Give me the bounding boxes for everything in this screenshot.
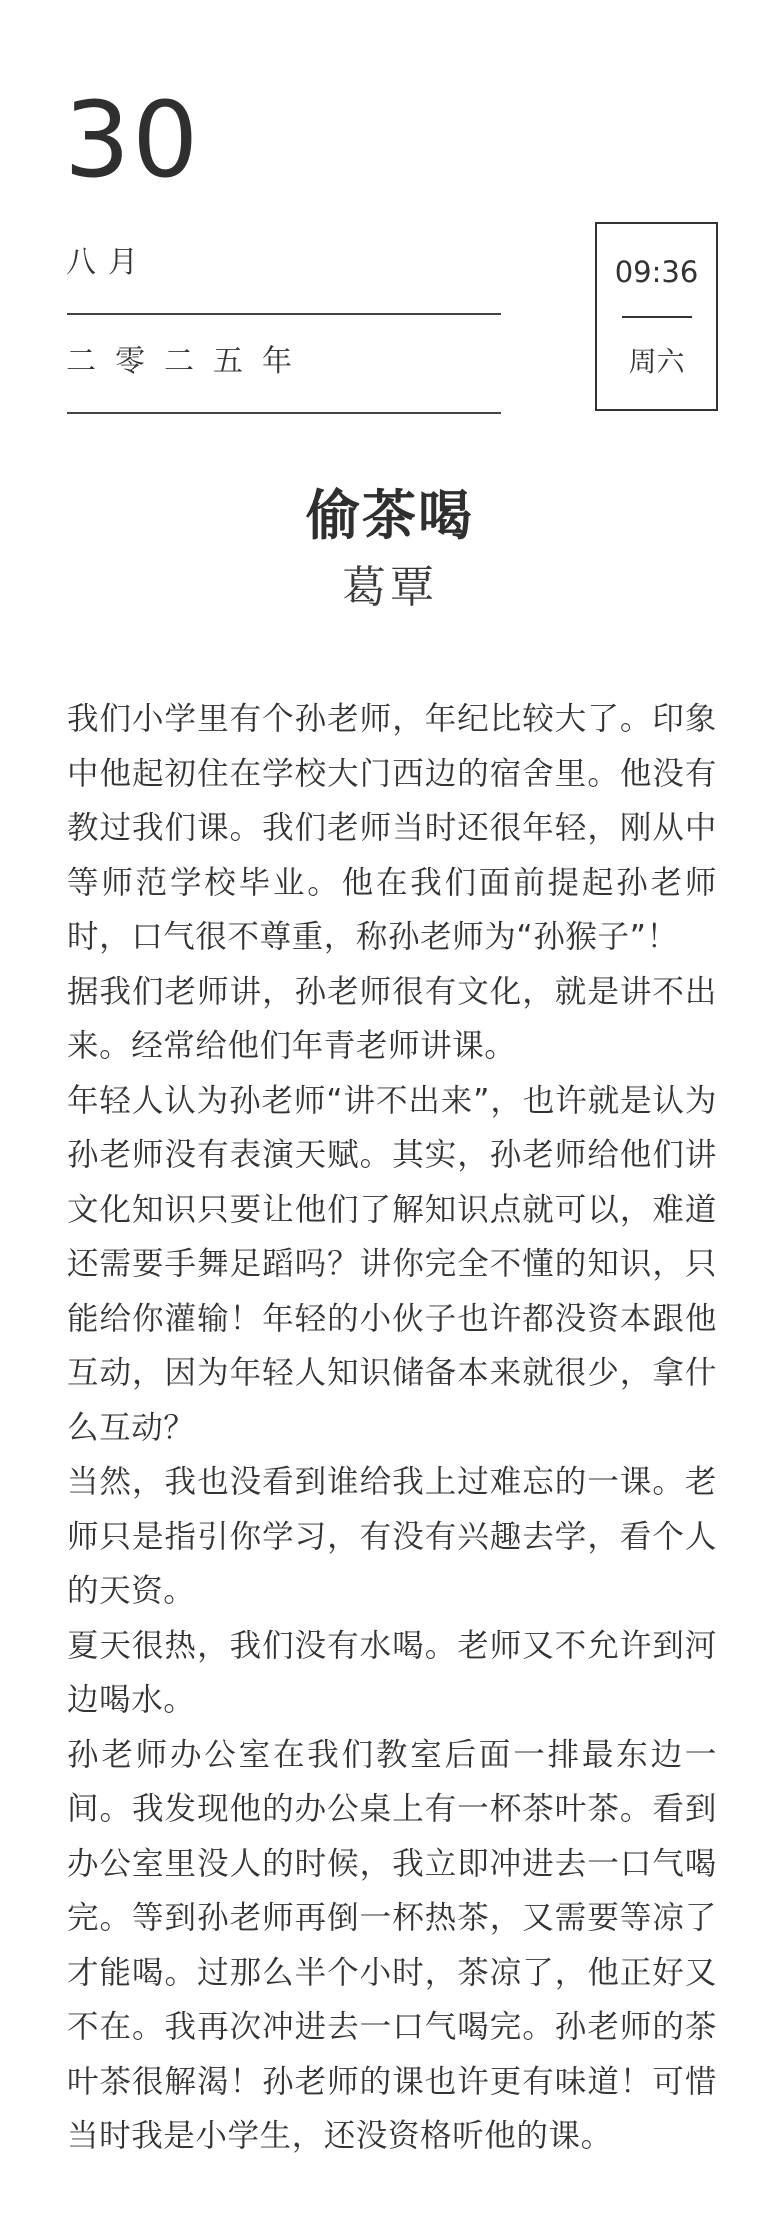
clock-box: [595, 222, 718, 411]
paragraph: 我们小学里有个孙老师，年纪比较大了。印象中他起初住在学校大门西边的宿舍里。他没有教过我们课。我们老师当时还很年轻，刚从中等师范学校毕业。他在我们面前提起孙老师时，口气很不尊重，称孙老师为“孙猴子”！: [67, 701, 717, 955]
article-title: 偷茶喝: [306, 484, 474, 547]
clock-weekday: 周六: [628, 345, 685, 378]
clock-divider: [622, 316, 692, 318]
date-day: 30: [64, 79, 201, 201]
paragraph: 当然，我也没看到谁给我上过难忘的一课。老师只是指引你学习，有没有兴趣去学，看个人的天资。: [67, 1464, 717, 1609]
paragraph: 年轻人认为孙老师“讲不出来”，也许就是认为孙老师没有表演天赋。其实，孙老师给他们讲文化知识只要让他们了解知识点就可以，难道还需要手舞足蹈吗？讲你完全不懂的知识，只能给你灌输！年轻的小伙子也许都没资本跟他互动，因为年轻人知识储备本来就很少，拿什么互动？: [67, 1082, 717, 1446]
paragraph: 夏天很热，我们没有水喝。老师又不允许到河边喝水。: [67, 1627, 717, 1718]
paragraph: 据我们老师讲，孙老师很有文化，就是讲不出来。经常给他们年青老师讲课。: [67, 973, 717, 1064]
article-body: [67, 692, 717, 2164]
article-author: 葛覃: [342, 562, 438, 613]
divider: [67, 313, 501, 315]
date-year: 二零二五年: [66, 344, 311, 379]
date-month: 八月: [66, 245, 150, 280]
divider: [67, 412, 501, 414]
paragraph: 孙老师办公室在我们教室后面一排最东边一间。我发现他的办公桌上有一杯茶叶茶。看到办公室里没人的时候，我立即冲进去一口气喝完。等到孙老师再倒一杯热茶，又需要等凉了才能喝。过那么半个小时，茶凉了，他正好又不在。我再次冲进去一口气喝完。孙老师的茶叶茶很解渴！孙老师的课也许更有味道！可惜当时我是小学生，还没资格听他的课。: [67, 1736, 717, 2154]
clock-time: 09:36: [614, 255, 699, 289]
